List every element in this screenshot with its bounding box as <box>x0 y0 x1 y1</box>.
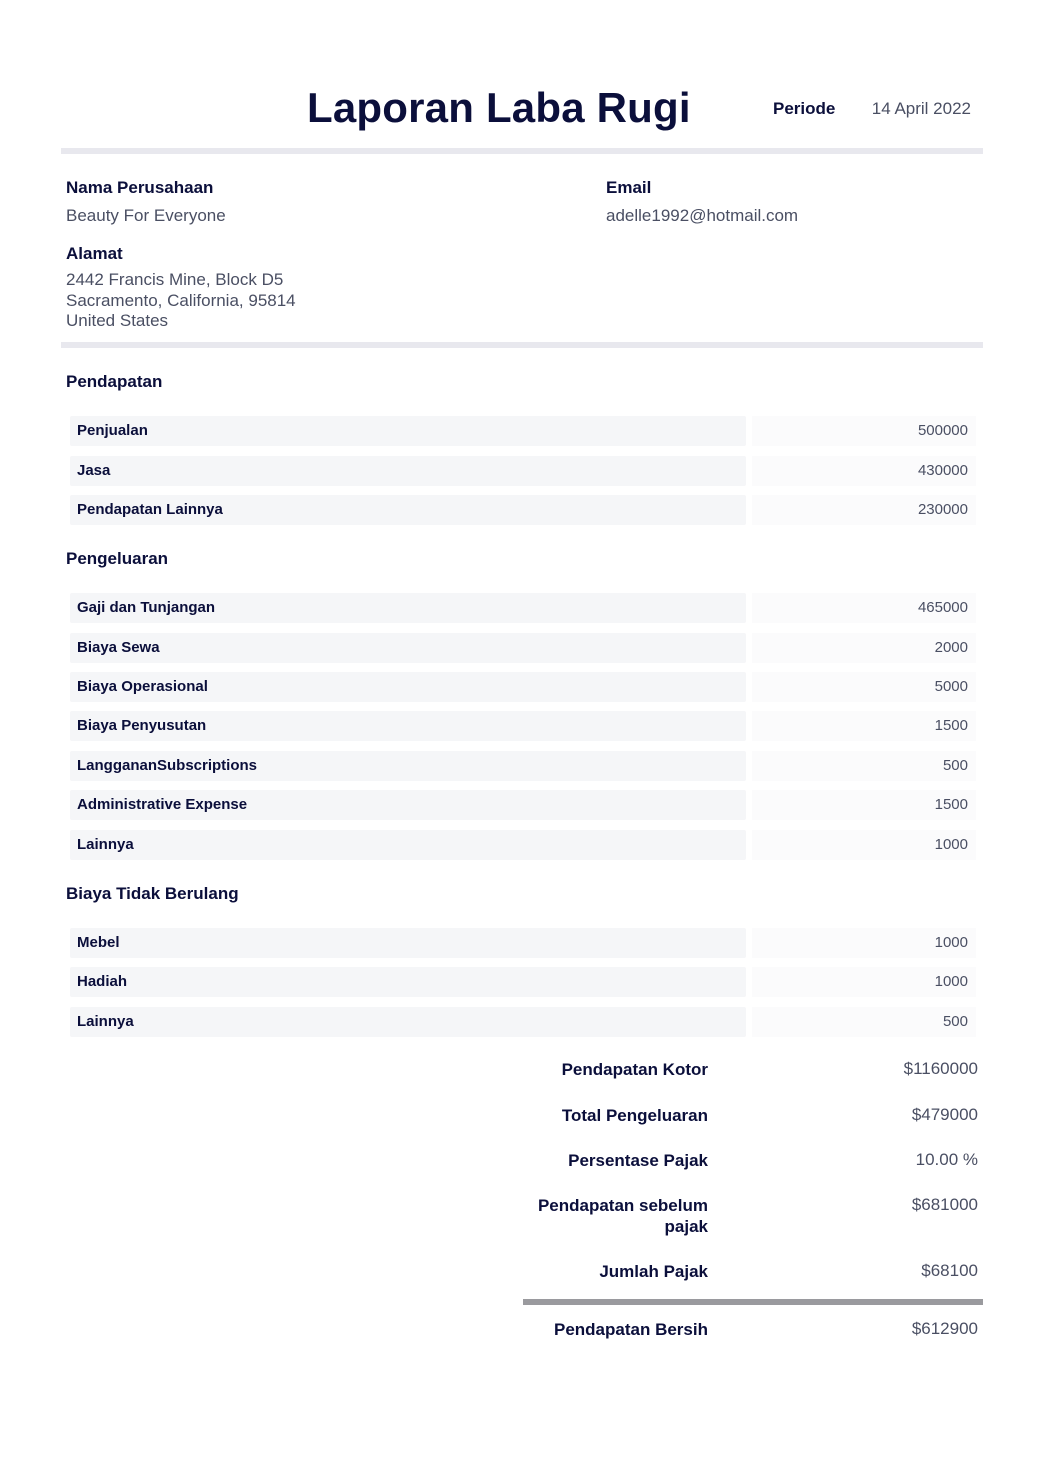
email-label: Email <box>606 178 652 197</box>
row-value: 1500 <box>934 796 968 813</box>
row-value: 2000 <box>934 639 968 656</box>
row-label: Hadiah <box>77 973 128 990</box>
total-expense-label: Total Pengeluaran <box>561 1106 708 1125</box>
total-expense-value: $479000 <box>911 1105 978 1124</box>
total-divider <box>523 1299 983 1305</box>
company-name-value: Beauty For Everyone <box>66 206 226 225</box>
table-row <box>70 1007 976 1037</box>
tax-amount-value: $68100 <box>921 1261 978 1280</box>
table-row <box>70 495 976 525</box>
info-divider <box>61 342 983 348</box>
table-row <box>70 593 976 623</box>
row-label: Administrative Expense <box>77 796 248 813</box>
row-label: Jasa <box>77 462 111 479</box>
net-income-value: $612900 <box>911 1319 978 1338</box>
section-title-pendapatan: Pendapatan <box>66 372 163 391</box>
tax-amount-label: Jumlah Pajak <box>599 1262 708 1281</box>
row-label: Gaji dan Tunjangan <box>77 599 216 616</box>
periode-value: 14 April 2022 <box>871 99 971 118</box>
row-label: Pendapatan Lainnya <box>77 501 223 518</box>
address-line-3: United States <box>66 311 169 330</box>
row-value: 500 <box>942 1013 968 1030</box>
row-value: 1500 <box>934 717 968 734</box>
address-line-1: 2442 Francis Mine, Block D5 <box>66 270 284 289</box>
row-value: 230000 <box>917 501 968 518</box>
tax-percentage-label: Persentase Pajak <box>568 1151 708 1170</box>
tax-percentage-value: 10.00 % <box>915 1150 978 1169</box>
row-label: LanggananSubscriptions <box>77 757 258 774</box>
table-row <box>70 711 976 741</box>
row-value: 500000 <box>917 422 968 439</box>
email-value: adelle1992@hotmail.com <box>606 206 799 225</box>
table-row <box>70 672 976 702</box>
section-title-biaya-tidak-berulang: Biaya Tidak Berulang <box>66 884 239 903</box>
gross-income-label: Pendapatan Kotor <box>561 1060 708 1079</box>
row-label: Biaya Operasional <box>77 678 208 695</box>
row-value: 500 <box>942 757 968 774</box>
row-label: Lainnya <box>77 836 134 853</box>
address-label: Alamat <box>66 244 123 263</box>
table-row <box>70 751 976 781</box>
net-income-label: Pendapatan Bersih <box>554 1320 708 1339</box>
table-row <box>70 416 976 446</box>
row-label: Penjualan <box>77 422 148 439</box>
row-value: 430000 <box>917 462 968 479</box>
pretax-income-label: Pendapatan sebelum pajak <box>537 1196 708 1236</box>
row-label: Mebel <box>77 934 120 951</box>
address-line-2: Sacramento, California, 95814 <box>66 290 296 310</box>
periode-label: Periode <box>773 99 836 118</box>
table-row <box>70 790 976 820</box>
table-row <box>70 928 976 958</box>
header-divider <box>61 148 983 154</box>
section-title-pengeluaran: Pengeluaran <box>66 549 169 568</box>
pretax-income-value: $681000 <box>911 1195 978 1214</box>
table-row <box>70 456 976 486</box>
row-value: 1000 <box>934 934 968 951</box>
table-row <box>70 967 976 997</box>
row-value: 5000 <box>934 678 968 695</box>
row-label: Lainnya <box>77 1013 134 1030</box>
report-header <box>61 80 983 140</box>
row-value: 1000 <box>934 836 968 853</box>
row-value: 1000 <box>934 973 968 990</box>
table-row <box>70 830 976 860</box>
gross-income-value: $1160000 <box>903 1059 978 1078</box>
page-title: Laporan Laba Rugi <box>307 84 691 131</box>
row-label: Biaya Sewa <box>77 639 160 656</box>
company-name-label: Nama Perusahaan <box>66 178 214 197</box>
row-label: Biaya Penyusutan <box>77 717 207 734</box>
address-value <box>66 270 296 332</box>
row-value: 465000 <box>917 599 968 616</box>
table-row <box>70 633 976 663</box>
